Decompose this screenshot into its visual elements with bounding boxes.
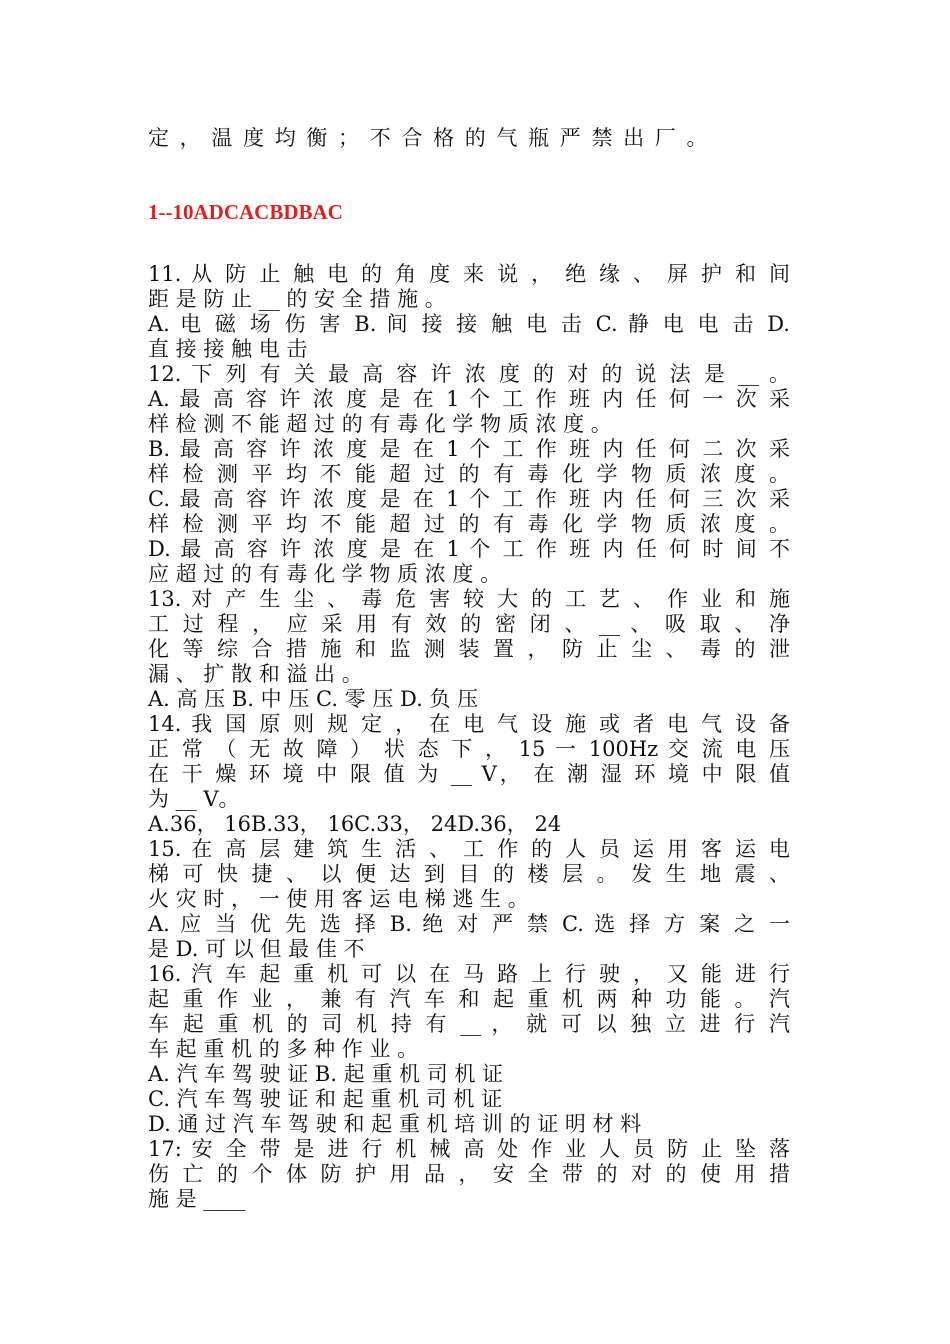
text-line-20: 14. 我 国 原 则 规 定 ， 在 电 气 设 施 或 者 电 气 设 备 <box>148 712 790 736</box>
text-line-24: A.36， 16B.33， 16C.33， 24D.36， 24 <box>148 812 562 836</box>
text-line-34: A. 汽 车 驾 驶 证 B. 起 重 机 司 机 证 <box>148 1062 504 1086</box>
text-line-6: 12. 下 列 有 关 最 高 容 许 浓 度 的 对 的 说 法 是 __ 。 <box>148 362 790 386</box>
text-line-28: A. 应 当 优 先 选 择 B. 绝 对 严 禁 C. 选 择 方 案 之 一 <box>148 912 790 936</box>
text-line-32: 车 起 重 机 的 司 机 持 有 __ ， 就 可 以 独 立 进 行 汽 <box>148 1012 790 1036</box>
text-line-39: 施 是 ____ <box>148 1187 246 1211</box>
text-line-19: A. 高 压 B. 中 压 C. 零 压 D. 负 压 <box>148 687 479 711</box>
text-line-30: 16. 汽 车 起 重 机 可 以 在 马 路 上 行 驶 ， 又 能 进 行 <box>148 962 790 986</box>
document-page <box>148 0 790 1344</box>
text-line-27: 火 灾 时 ， 一 使 用 客 运 电 梯 逃 生 。 <box>148 887 529 911</box>
text-line-5: 直 接 接 触 电 击 <box>148 337 308 361</box>
text-line-3: 距 是 防 止 __ 的 安 全 措 施 。 <box>148 287 446 311</box>
text-line-31: 起 重 作 业 ， 兼 有 汽 车 和 起 重 机 两 种 功 能 。 汽 <box>148 987 790 1011</box>
text-line-18: 漏 、 扩 散 和 溢 出 。 <box>148 662 363 686</box>
text-line-37: 17: 安 全 带 是 进 行 机 械 高 处 作 业 人 员 防 止 坠 落 <box>148 1137 790 1161</box>
text-line-12: 样 检 测 平 均 不 能 超 过 的 有 毒 化 学 物 质 浓 度 。 <box>148 512 790 536</box>
text-line-23: 为 __ V。 <box>148 787 240 811</box>
text-line-36: D. 通 过 汽 车 驾 驶 和 起 重 机 培 训 的 证 明 材 料 <box>148 1112 642 1136</box>
text-line-14: 应 超 过 的 有 毒 化 学 物 质 浓 度 。 <box>148 562 502 586</box>
text-line-33: 车 起 重 机 的 多 种 作 业 。 <box>148 1037 419 1061</box>
text-line-21: 正 常 （ 无 故 障 ） 状 态 下 ， 15 一 100Hz 交 流 电 压 <box>148 737 790 761</box>
text-line-38: 伤 亡 的 个 体 防 护 用 品 ， 安 全 带 的 对 的 使 用 措 <box>148 1162 790 1186</box>
text-line-15: 13. 对 产 生 尘 、 毒 危 害 较 大 的 工 艺 、 作 业 和 施 <box>148 587 790 611</box>
text-line-17: 化 等 综 合 措 施 和 监 测 装 置 ， 防 止 尘 、 毒 的 泄 <box>148 637 790 661</box>
text-line-2: 11. 从 防 止 触 电 的 角 度 来 说 ， 绝 缘 、 屏 护 和 间 <box>148 262 790 286</box>
text-line-13: D. 最 高 容 许 浓 度 是 在 1 个 工 作 班 内 任 何 时 间 不 <box>148 537 790 561</box>
text-line-26: 梯 可 快 捷 、 以 便 达 到 目 的 楼 层 。 发 生 地 震 、 <box>148 862 790 886</box>
text-line-25: 15. 在 高 层 建 筑 生 活 、 工 作 的 人 员 运 用 客 运 电 <box>148 837 790 861</box>
text-line-11: C. 最 高 容 许 浓 度 是 在 1 个 工 作 班 内 任 何 三 次 采 <box>148 487 790 511</box>
answer-key: 1--10ADCACBDBAC <box>148 200 343 224</box>
text-line-7: A. 最 高 容 许 浓 度 是 在 1 个 工 作 班 内 任 何 一 次 采 <box>148 387 790 411</box>
text-line-9: B. 最 高 容 许 浓 度 是 在 1 个 工 作 班 内 任 何 二 次 采 <box>148 437 790 461</box>
text-line-29: 是 D. 可 以 但 最 佳 不 <box>148 937 365 961</box>
text-line-10: 样 检 测 平 均 不 能 超 过 的 有 毒 化 学 物 质 浓 度 。 <box>148 462 790 486</box>
text-line-1: 定 ， 温 度 均 衡 ； 不 合 格 的 气 瓶 严 禁 出 厂 。 <box>148 126 710 150</box>
text-line-8: 样 检 测 不 能 超 过 的 有 毒 化 学 物 质 浓 度 。 <box>148 412 612 436</box>
text-line-22: 在 干 燥 环 境 中 限 值 为 __ V， 在 潮 湿 环 境 中 限 值 <box>148 762 790 786</box>
text-line-35: C. 汽 车 驾 驶 证 和 起 重 机 司 机 证 <box>148 1087 503 1111</box>
text-line-4: A. 电 磁 场 伤 害 B. 间 接 接 触 电 击 C. 静 电 电 击 D. <box>148 312 790 336</box>
text-line-16: 工 过 程 ， 应 采 用 有 效 的 密 闭 、 __ 、 吸 取 、 净 <box>148 612 790 636</box>
